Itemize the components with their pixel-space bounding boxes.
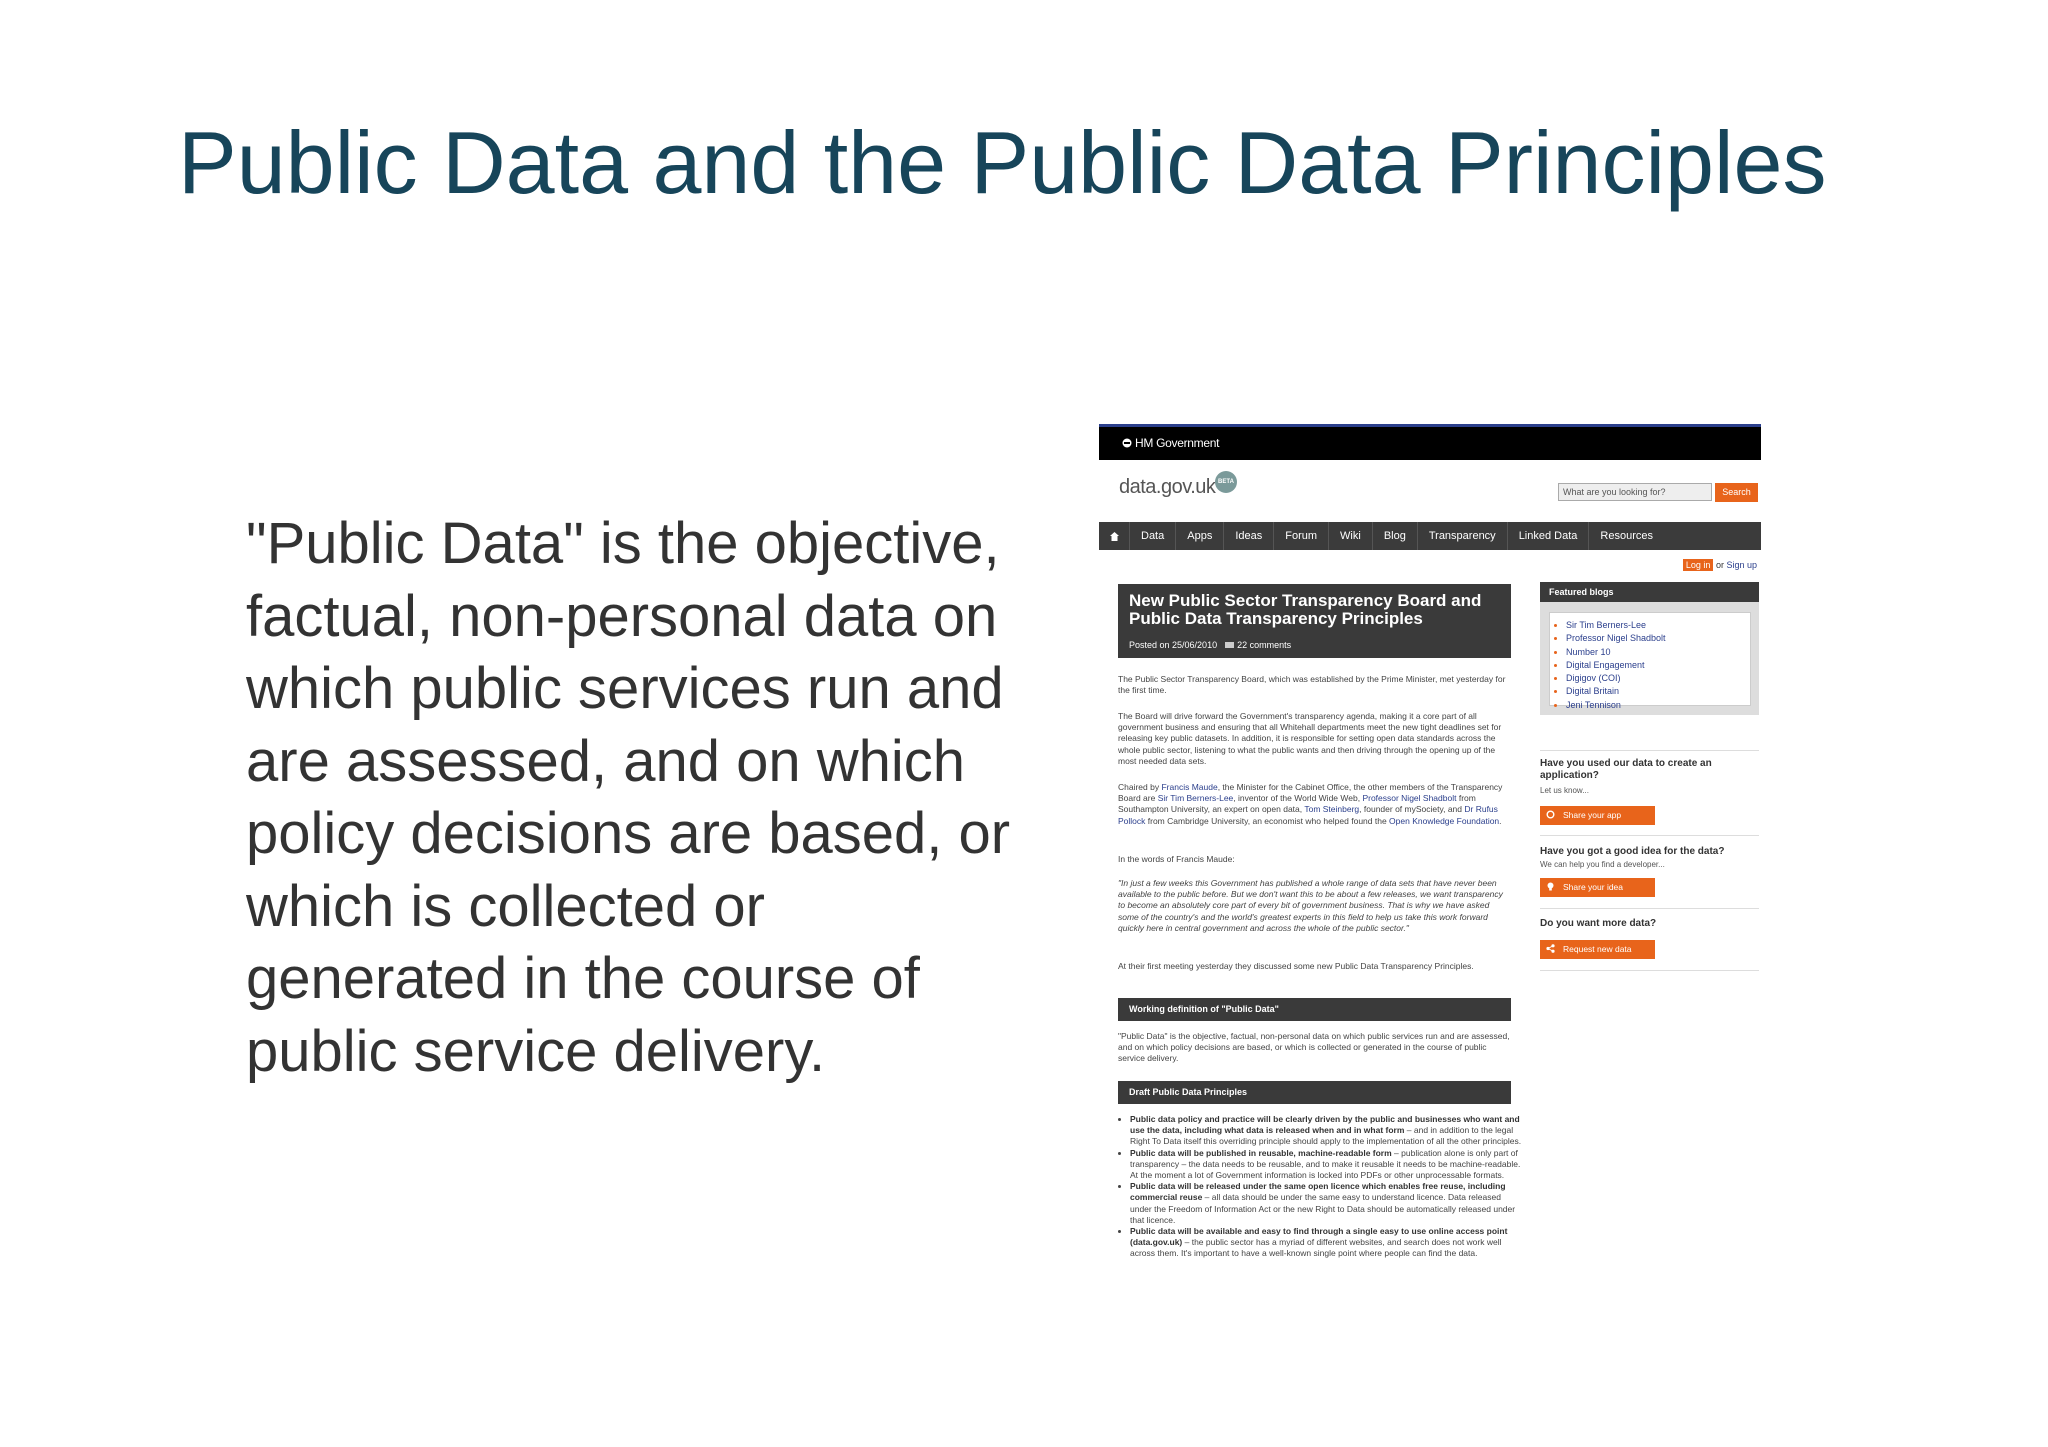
featured-blogs-inner <box>1549 612 1751 710</box>
divider <box>1540 908 1759 909</box>
article-paragraph: At their first meeting yesterday they discussed some new Public Data Transparency Principles. <box>1118 961 1474 971</box>
link-tim-berners-lee[interactable]: Sir Tim Berners-Lee <box>1157 793 1234 804</box>
government-bar <box>1099 424 1761 460</box>
definition-paragraph: "Public Data" is the objective, factual, non-personal data on which public services run and are assessed, and on which policy decisions are based, or which is collected or generated in the course of public service delivery. <box>1118 1031 1510 1064</box>
link-tom-steinberg[interactable]: Tom Steinberg <box>1304 804 1360 815</box>
sidebar-question: Have you got a good idea for the data? <box>1540 846 1725 857</box>
text-run: , inventor of the World Wide Web, <box>1233 793 1363 804</box>
slide-title: Public Data and the Public Data Principles <box>178 113 1827 212</box>
share-app-label: Share your app <box>1563 810 1622 820</box>
principle-text: – the public sector has a myriad of different websites, and search does not work well across them. It's important to have a well-known single point where people can find the data. <box>1130 1237 1502 1259</box>
blog-link[interactable]: • Digital Britain <box>1566 685 1750 698</box>
login-button[interactable]: Log in <box>1683 559 1714 571</box>
text-run: from Cambridge University, an economist who helped found the <box>1145 815 1390 826</box>
nav-blog[interactable]: Blog <box>1373 522 1418 550</box>
share-app-button[interactable] <box>1540 806 1655 825</box>
hm-government-text: HM Government <box>1135 436 1220 450</box>
request-data-label: Request new data <box>1563 944 1632 954</box>
principle-text: – publication alone is only part of transparency – the data needs to be reusable, and to make it reusable it needs to be machine-readable. At the moment a lot of Government information is locked into PDFs or other unprocessable formats. <box>1130 1147 1521 1181</box>
principle-item <box>1130 1114 1522 1148</box>
blog-link[interactable]: • Jeni Tennison <box>1566 699 1750 712</box>
featured-blogs-box <box>1540 602 1759 715</box>
share-icon <box>1546 944 1555 953</box>
text-run: . <box>1499 815 1502 826</box>
link-open-knowledge-foundation[interactable]: Open Knowledge Foundation <box>1389 815 1500 826</box>
comment-icon <box>1225 642 1234 648</box>
article-paragraph <box>1118 782 1510 827</box>
request-data-button[interactable] <box>1540 940 1655 959</box>
search-input[interactable]: What are you looking for? <box>1558 483 1712 501</box>
text-run: , founder of mySociety, and <box>1359 804 1465 815</box>
link-francis-maude[interactable]: Francis Maude <box>1161 782 1218 792</box>
principle-bold: Public data will be published in reusable, machine-readable form <box>1130 1147 1392 1158</box>
quote-paragraph <box>1118 878 1510 934</box>
sidebar-subtext: We can help you find a developer... <box>1540 860 1665 869</box>
nav-forum[interactable]: Forum <box>1274 522 1329 550</box>
signup-link[interactable]: Sign up <box>1726 560 1757 570</box>
text-run: , the Minister for the Cabinet Office, the other members of the Transparency Board are <box>1118 782 1503 804</box>
article-paragraph: In the words of Francis Maude: <box>1118 854 1235 864</box>
article-paragraph: The Board will drive forward the Government's transparency agenda, making it a core part of all government business and ensuring that all Whitehall departments meet the new tight deadlines set for releasing key public datasets. In addition, it is responsible for setting open data standards across the whole public sector, listening to what the public wants and then driving through the opening up of the most needed data sets. <box>1118 711 1502 766</box>
blog-link[interactable]: • Professor Nigel Shadbolt <box>1566 632 1750 645</box>
lightbulb-icon <box>1546 882 1555 891</box>
blog-link[interactable]: • Sir Tim Berners-Lee <box>1566 619 1750 632</box>
blog-link[interactable]: • Digital Engagement <box>1566 659 1750 672</box>
house-icon <box>1109 531 1120 542</box>
sidebar-subtext: Let us know... <box>1540 786 1589 795</box>
auth-links <box>1683 560 1757 570</box>
search-button[interactable]: Search <box>1715 483 1758 502</box>
sidebar-question: Have you used our data to create an application? <box>1540 758 1712 781</box>
share-idea-label: Share your idea <box>1563 882 1624 892</box>
share-idea-button[interactable] <box>1540 878 1655 897</box>
article-paragraph: The Public Sector Transparency Board, which was established by the Prime Minister, met yesterday for the first time. <box>1118 674 1506 696</box>
crest-icon <box>1121 437 1133 449</box>
nav-wiki[interactable]: Wiki <box>1329 522 1373 550</box>
link-nigel-shadbolt[interactable]: Professor Nigel Shadbolt <box>1362 793 1457 804</box>
principle-item <box>1130 1148 1522 1182</box>
text-run: Chaired by <box>1118 782 1162 792</box>
home-icon[interactable] <box>1099 522 1130 550</box>
nav-linked-data[interactable]: Linked Data <box>1508 522 1590 550</box>
nav-resources[interactable]: Resources <box>1600 530 1653 542</box>
main-nav <box>1099 522 1761 550</box>
nav-apps[interactable]: Apps <box>1176 522 1224 550</box>
principle-text: – all data should be under the same easy to understand licence. Data released under the Freedom of Information Act or the new Right to Data should be automatically released under that licence. <box>1130 1192 1516 1225</box>
nav-transparency[interactable]: Transparency <box>1418 522 1508 550</box>
principle-bold: Public data will be released under the same open licence which enables free reuse, including commercial reuse <box>1130 1181 1506 1203</box>
principle-bold: Public data will be available and easy to find through a single easy to use online access point (data.gov.uk) <box>1130 1226 1508 1248</box>
principles-list <box>1118 1114 1522 1260</box>
posted-date: Posted on 25/06/2010 <box>1129 640 1218 650</box>
hm-government-label <box>1121 436 1219 450</box>
nav-data[interactable]: Data <box>1130 522 1176 550</box>
divider <box>1540 835 1759 836</box>
website-screenshot <box>1099 420 1761 1300</box>
divider <box>1540 750 1759 751</box>
principle-bold: Public data policy and practice will be clearly driven by the public and businesses who want and use the data, including what data is released when and in what form <box>1130 1114 1520 1136</box>
featured-blogs-list <box>1550 613 1750 712</box>
article-header <box>1118 584 1511 658</box>
principle-item <box>1130 1226 1522 1260</box>
sidebar-question: Do you want more data? <box>1540 918 1657 929</box>
principle-item <box>1130 1181 1522 1226</box>
text-run: from Southampton University, an expert on open data, <box>1118 793 1476 815</box>
section-heading-principles: Draft Public Data Principles <box>1118 1081 1511 1104</box>
article-title: New Public Sector Transparency Board and Public Data Transparency Principles <box>1129 591 1482 628</box>
beta-badge: BETA <box>1215 471 1237 493</box>
blog-link[interactable]: • Number 10 <box>1566 646 1750 659</box>
site-logo[interactable]: data.gov.uk <box>1119 476 1216 498</box>
divider <box>1540 970 1759 971</box>
section-heading-definition: Working definition of "Public Data" <box>1118 998 1511 1021</box>
nav-ideas[interactable]: Ideas <box>1224 522 1274 550</box>
article-meta <box>1129 640 1291 650</box>
comment-count[interactable]: 22 comments <box>1237 640 1292 650</box>
blog-link[interactable]: • Digigov (COI) <box>1566 672 1750 685</box>
auth-or: or <box>1715 560 1724 570</box>
quote-text: "In just a few weeks this Government has published a whole range of data sets that have never been available to the public before. But we don't want this to be about a few releases, we want transparency to become an absolutely core part of every bit of government business. That is why we have asked some of the country's and the world's greatest experts in this field to help us take this work forward quickly here in central government and across the whole of the public sector." <box>1118 878 1503 933</box>
link-rufus-pollock[interactable]: Dr Rufus Pollock <box>1118 804 1498 826</box>
ring-icon <box>1546 810 1555 819</box>
featured-blogs-heading: Featured blogs <box>1540 582 1759 602</box>
definition-quote: "Public Data" is the objective, factual, non-personal data on which public services run and are assessed, and on which policy decisions are based, or which is collected or generated in the course of public service delivery. <box>246 511 1011 1084</box>
principle-text: – and in addition to the legal Right To Data itself this overriding principle should apply to the implementation of all the other principles. <box>1130 1125 1522 1147</box>
